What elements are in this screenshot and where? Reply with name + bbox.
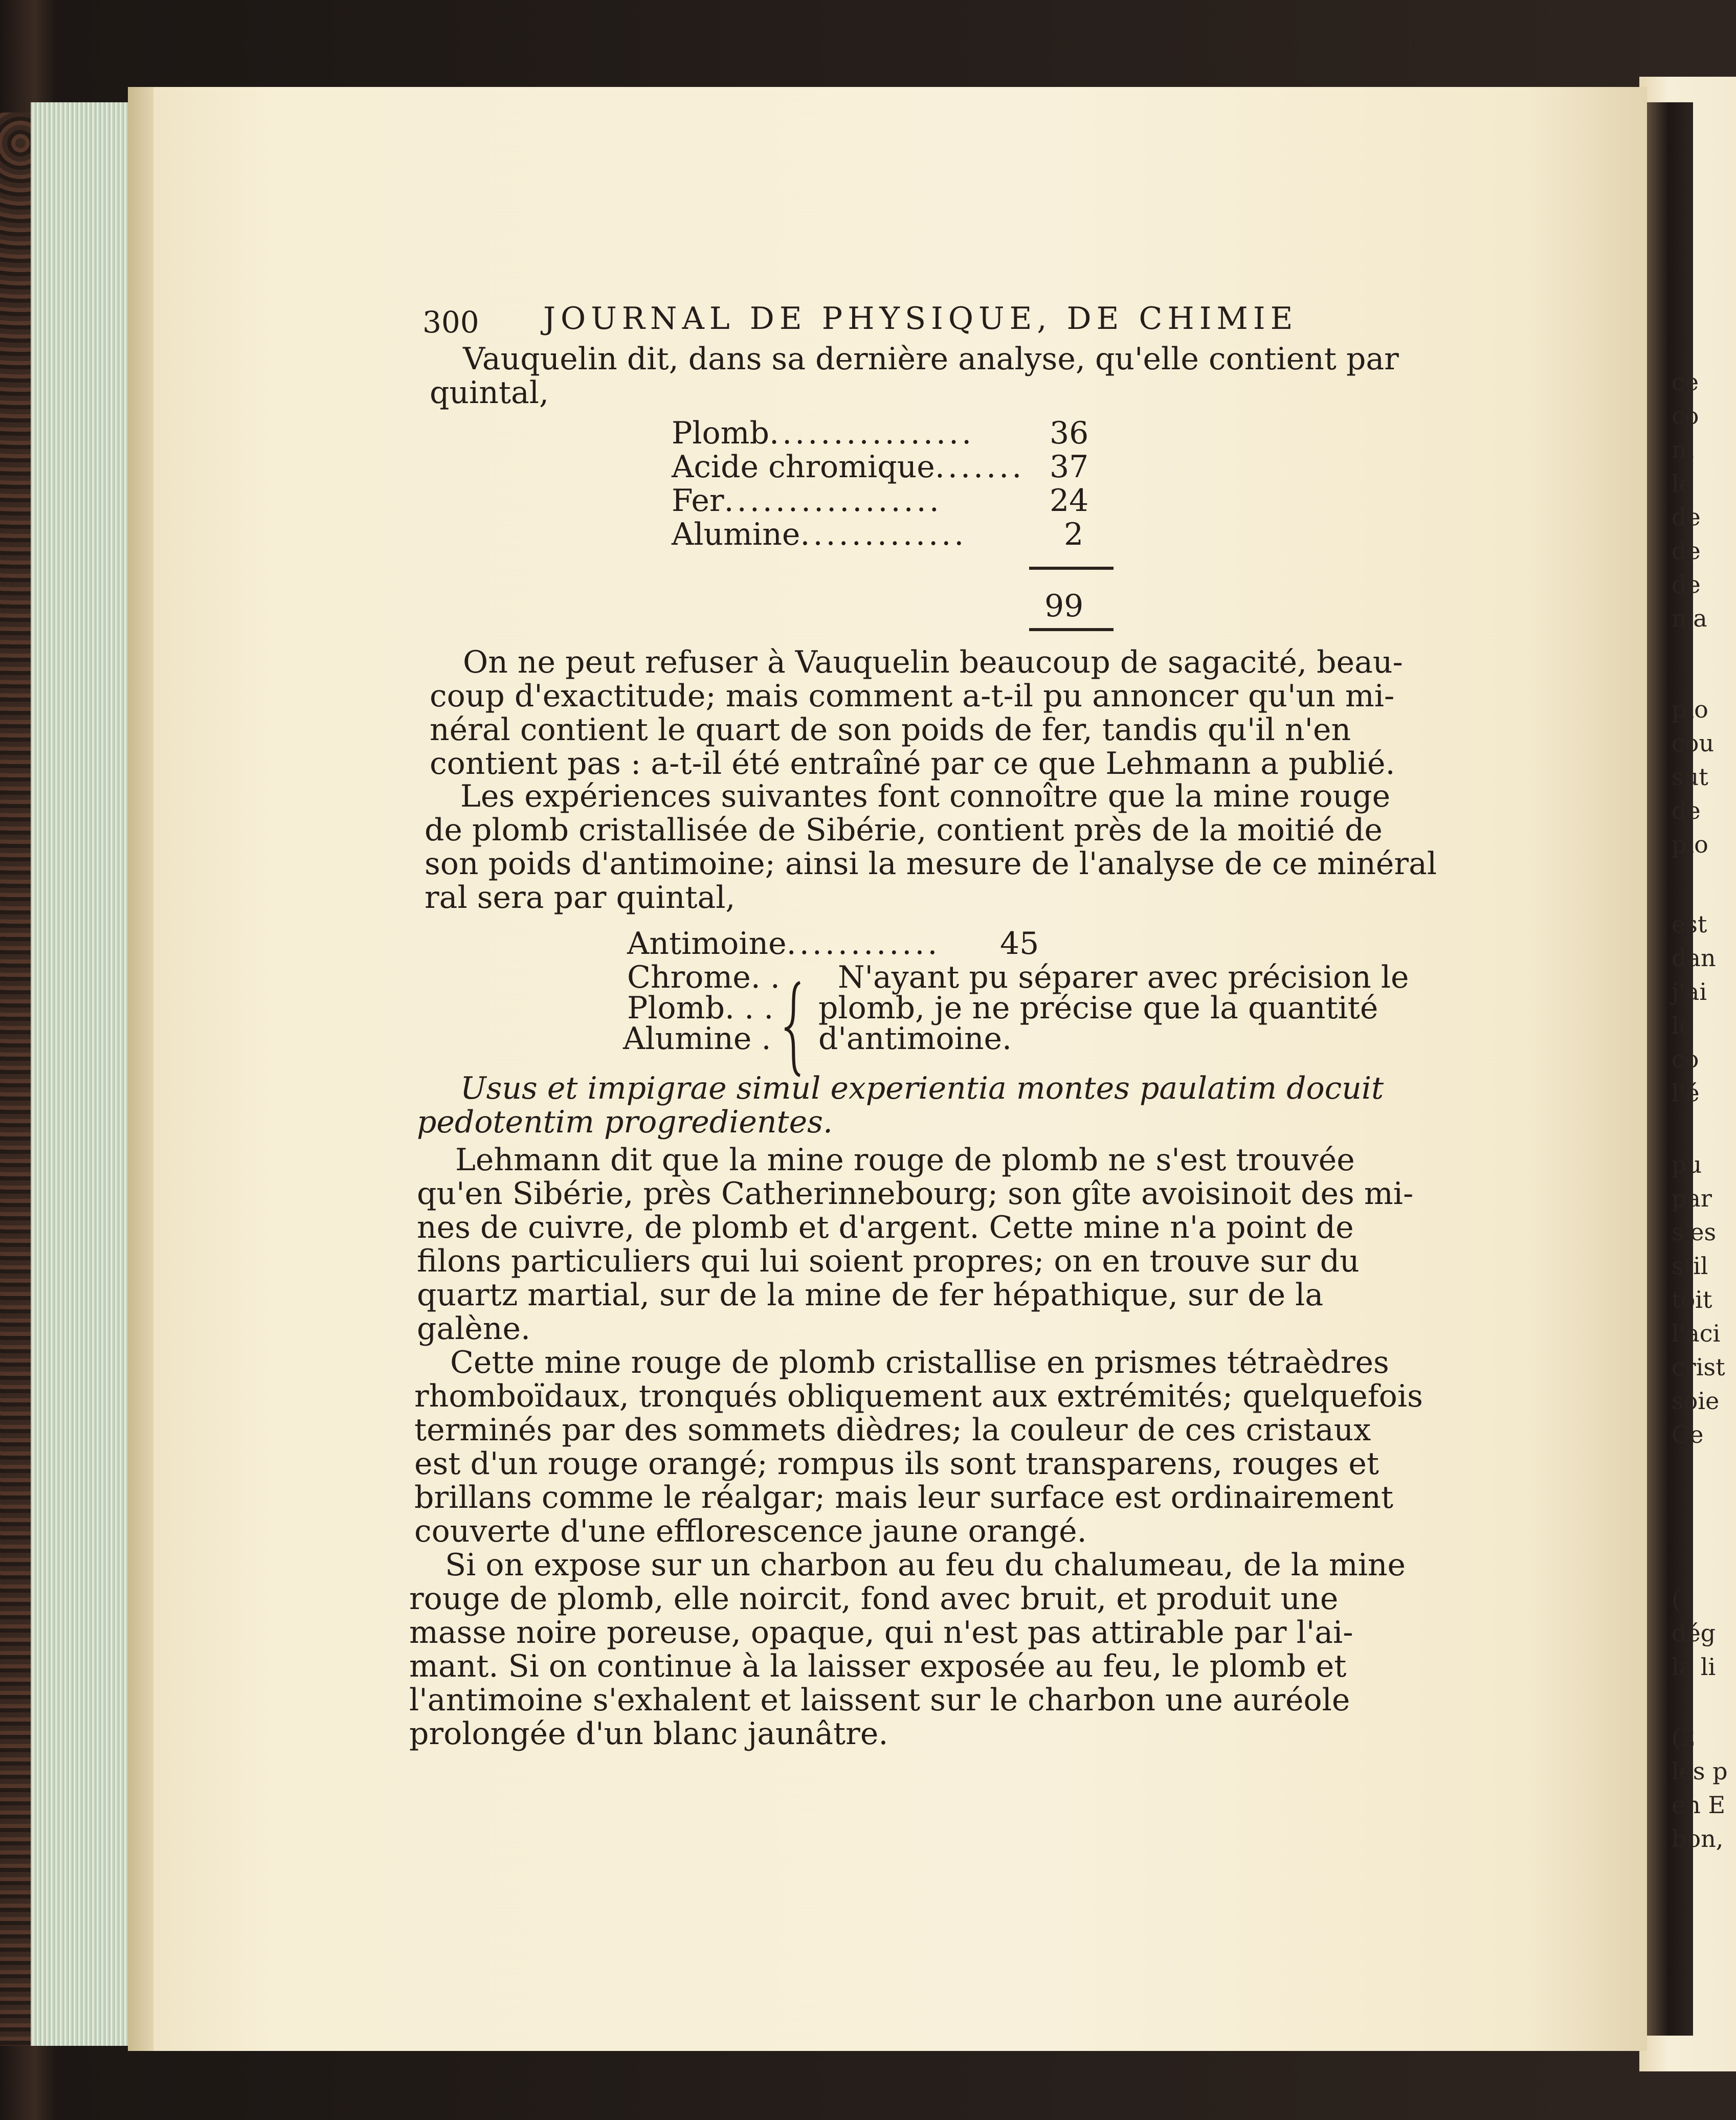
grouped-plomb: Plomb. . . (627, 990, 774, 1026)
p2-line-4: ral sera par quintal, (425, 880, 736, 916)
table-row-fer (672, 483, 942, 519)
p5-line-1: Si on expose sur un charbon au feu du chalumeau, de la mine (445, 1547, 1406, 1583)
grouped-chrome: Chrome. . (627, 959, 780, 995)
p4-line-4: est d'un rouge orangé; rompus ils sont transparens, rouges et (414, 1446, 1379, 1482)
facing-page-fragment: s'es (1672, 1218, 1717, 1246)
p3-line-5: quartz martial, sur de la mine de fer hépathique, sur de la (417, 1277, 1324, 1313)
facing-page-fragment: l'é (1672, 1079, 1700, 1107)
facing-page-fragment: plo (1672, 831, 1708, 858)
sum-rule-top (1029, 567, 1114, 570)
facing-page-fragment: le (1672, 470, 1693, 497)
facing-page-fragment: est (1672, 910, 1707, 938)
leader-dots: ............. (800, 517, 967, 552)
table-row-antimoine (627, 926, 941, 962)
note-line-2: plomb, je ne précise que la quantité (818, 990, 1378, 1026)
p2-line-3: son poids d'antimoine; ainsi la mesure de l'analyse de ce minéral (425, 846, 1437, 882)
facing-page-fragment: (1 (1672, 1586, 1696, 1613)
row-label: Acide chromique (672, 449, 935, 485)
p1-line-1: On ne peut refuser à Vauquelin beaucoup de sagacité, beau- (463, 644, 1403, 680)
facing-page-fragment: le (1672, 1012, 1693, 1039)
quote-line-2: pedotentim progredientes. (417, 1104, 833, 1140)
facing-page-fragment: toit (1672, 1286, 1712, 1313)
facing-page-fragment: (2 (1672, 1724, 1696, 1751)
leader-dots: ....... (934, 449, 1025, 485)
facing-page-fragment: de (1672, 537, 1701, 565)
row-label: Plomb (672, 415, 769, 451)
p3-line-1: Lehmann dit que la mine rouge de plomb ne s'est trouvée (455, 1142, 1355, 1178)
facing-page-fragment: pu (1672, 1151, 1702, 1178)
facing-page-fragment: ce (1672, 368, 1699, 396)
p3-line-2: qu'en Sibérie, près Catherinnebourg; son gîte avoisinoit des mi- (417, 1176, 1414, 1212)
leader-dots: ................. (724, 483, 942, 519)
sum-rule-bottom (1029, 628, 1114, 631)
intro-line-1: Vauquelin dit, dans sa dernière analyse, qu'elle contient par (463, 341, 1399, 377)
value-fer: 24 (1050, 483, 1089, 519)
value-plomb: 36 (1050, 415, 1089, 451)
p4-line-3: terminés par des sommets dièdres; la couleur de ces cristaux (414, 1412, 1371, 1448)
row-label: Alumine (672, 517, 800, 552)
leader-dots: ................ (769, 415, 975, 451)
book-page (153, 87, 1647, 2051)
p5-line-6: prolongée d'un blanc jaunâtre. (409, 1716, 888, 1752)
facing-page-fragment: stil (1672, 1252, 1708, 1280)
facing-page-fragment: crist (1672, 1353, 1725, 1381)
facing-page-fragment: plo (1672, 696, 1708, 723)
p1-line-4: contient pas : a-t-il été entraîné par ce que Lehmann a publié. (430, 746, 1395, 782)
facing-page-fragment: cou (1672, 729, 1715, 757)
facing-page-fragment: co (1672, 1045, 1699, 1073)
p1-line-2: coup d'exactitude; mais comment a-t-il pu annoncer qu'un mi- (430, 678, 1395, 714)
p4-line-1: Cette mine rouge de plomb cristallise en prismes tétraèdres (450, 1345, 1389, 1380)
facing-page-fragment: de (1672, 797, 1701, 824)
brace-icon (783, 980, 805, 1078)
p5-line-4: mant. Si on continue à la laisser exposée au feu, le plomb et (409, 1648, 1347, 1684)
note-line-3: d'antimoine. (818, 1021, 1012, 1057)
facing-page-fragment: par (1672, 1185, 1712, 1212)
p5-line-5: l'antimoine s'exhalent et laissent sur le charbon une auréole (409, 1682, 1350, 1718)
row-label: Fer (672, 483, 724, 519)
table-row-alumine (672, 517, 967, 552)
facing-page-fragment: de (1672, 503, 1701, 531)
table-row-plomb (672, 415, 974, 451)
value-antimoine: 45 (1000, 926, 1039, 962)
facing-page-fragment: Ce (1672, 1421, 1704, 1448)
p4-line-5: brillans comme le réalgar; mais leur surface est ordinairement (414, 1480, 1394, 1515)
running-title: JOURNAL DE PHYSIQUE, DE CHIMIE (543, 301, 1298, 337)
facing-page-fragment: j'ai (1672, 978, 1707, 1006)
page-number: 300 (422, 305, 479, 340)
p4-line-2: rhomboïdaux, tronqués obliquement aux extrémités; quelquefois (414, 1378, 1423, 1414)
facing-page-fragment: co (1672, 402, 1699, 430)
facing-page-fragment: dan (1672, 944, 1716, 972)
facing-page-fragment: en E (1672, 1791, 1726, 1819)
p2-line-1: Les expériences suivantes font connoître que la mine rouge (460, 778, 1391, 814)
table-total: 99 (1044, 588, 1084, 624)
facing-page-fragment: m (1672, 436, 1694, 463)
table-row-acide (672, 449, 1025, 485)
facing-page-fragment: bon, (1672, 1825, 1724, 1853)
facing-page-fragment: n'a (1672, 605, 1707, 632)
p4-line-6: couverte d'une efflorescence jaune orangé. (414, 1513, 1087, 1549)
intro-line-2: quintal, (430, 375, 549, 411)
facing-page-fragment: de (1672, 571, 1701, 598)
value-alumine: 2 (1064, 517, 1084, 552)
p3-line-6: galène. (417, 1311, 531, 1347)
row-label: Antimoine (627, 926, 787, 962)
p3-line-4: filons particuliers qui lui soient propres; on en trouve sur du (417, 1243, 1360, 1279)
facing-page-fragment: dég (1672, 1619, 1716, 1647)
facing-page-fragment: les p (1672, 1757, 1728, 1785)
p3-line-3: nes de cuivre, de plomb et d'argent. Cette mine n'a point de (417, 1210, 1354, 1245)
facing-page-fragment: la li (1672, 1653, 1716, 1681)
curly-brace (783, 980, 805, 1081)
p2-line-2: de plomb cristallisée de Sibérie, contient près de la moitié de (425, 812, 1383, 848)
p1-line-3: néral contient le quart de son poids de fer, tandis qu'il n'en (430, 712, 1351, 748)
facing-page-fragment: soie (1672, 1387, 1720, 1415)
p5-line-3: masse noire poreuse, opaque, qui n'est pas attirable par l'ai- (409, 1615, 1353, 1650)
quote-line-1: Usus et impigrae simul experientia montes paulatim docuit (460, 1070, 1384, 1106)
facing-page-fragment: l'aci (1672, 1320, 1721, 1347)
value-acide: 37 (1050, 449, 1089, 485)
facing-page-fragment: sut (1672, 763, 1708, 791)
leader-dots: ............ (786, 926, 941, 962)
note-line-1: N'ayant pu séparer avec précision le (838, 959, 1409, 995)
p5-line-2: rouge de plomb, elle noircit, fond avec bruit, et produit une (409, 1581, 1339, 1617)
grouped-alumine: Alumine . (623, 1021, 771, 1057)
